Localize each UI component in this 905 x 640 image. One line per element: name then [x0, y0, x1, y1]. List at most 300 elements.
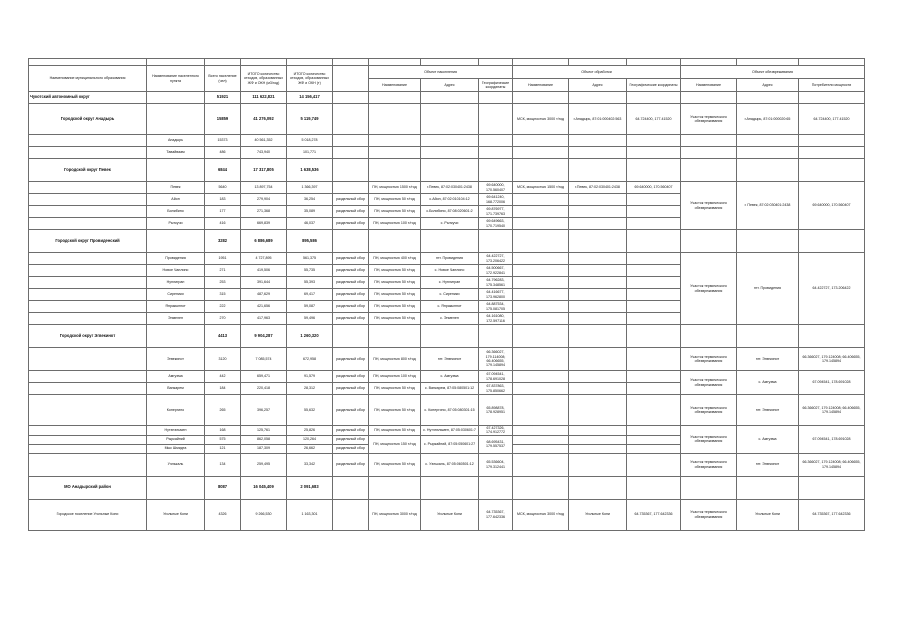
table-cell: пгт. Провидения	[421, 253, 479, 265]
table-cell: 91,579	[287, 371, 333, 383]
table-row	[29, 371, 865, 383]
table-cell: г.Анадырь, 87:01:000402:563	[569, 104, 627, 135]
header-disposal: Объект обезвреживания	[681, 66, 865, 79]
table-cell: 2 091,683	[287, 476, 333, 499]
table-cell	[737, 135, 799, 147]
table-cell	[569, 92, 627, 104]
table-cell: 36,254	[287, 194, 333, 206]
table-cell: 14 156,417	[287, 92, 333, 104]
table-cell	[569, 289, 627, 301]
table-cell	[29, 313, 147, 325]
table-cell	[513, 395, 569, 426]
table-cell: 9 266,530	[241, 499, 287, 530]
table-cell: 121	[205, 444, 241, 453]
table-cell: раздельный сбор	[333, 383, 369, 395]
table-cell: Адрес	[569, 79, 627, 92]
table-cell: Участок термического обезвреживания	[681, 253, 737, 325]
header-settlement: Наименование населенного пункта	[147, 66, 205, 92]
table-cell: г.Анадырь, 87:01:000020:65	[737, 104, 799, 135]
table-cell: с.Айон, 87:02:010104:12	[421, 194, 479, 206]
table-cell: ПН, мощностью 150 т/год	[369, 435, 421, 453]
table-cell	[627, 426, 681, 436]
table-cell: с. Уэлькаль, 87:05:060501:12	[421, 453, 479, 476]
table-cell	[479, 230, 513, 253]
table-cell	[29, 135, 147, 147]
table-cell: с. Ванкарем, 87:05:080501:12	[421, 383, 479, 395]
table-cell: Участок термического обезвреживания	[681, 453, 737, 476]
table-cell: Провидения	[147, 253, 205, 265]
table-cell: раздельный сбор	[333, 253, 369, 265]
table-cell: 421,656	[241, 301, 287, 313]
table-cell: 220,418	[241, 383, 287, 395]
table-cell: 64.724400, 177.41520	[627, 104, 681, 135]
header-municipality: Наименование муниципального образования	[29, 66, 147, 92]
table-cell: Угольные Копи	[569, 499, 627, 530]
table-cell	[737, 59, 799, 66]
table-cell	[29, 301, 147, 313]
table-cell	[569, 313, 627, 325]
table-row	[29, 92, 865, 104]
table-cell	[627, 348, 681, 371]
table-cell: 575	[205, 435, 241, 444]
table-row	[29, 230, 865, 253]
table-cell	[369, 230, 421, 253]
table-cell: ПН, мощностью 50 т/год	[369, 206, 421, 218]
table-cell	[627, 92, 681, 104]
table-cell	[627, 194, 681, 206]
table-cell: с.Билибино, 87:08:020601:2	[421, 206, 479, 218]
table-cell: 4413	[205, 325, 241, 348]
table-cell: 417,963	[241, 313, 287, 325]
table-cell	[627, 325, 681, 348]
table-cell	[29, 265, 147, 277]
table-cell	[513, 325, 569, 348]
table-cell: ПН, мощностью 50 т/год	[369, 265, 421, 277]
table-cell	[421, 104, 479, 135]
table-cell	[513, 426, 569, 436]
table-cell	[241, 59, 287, 66]
table-row	[29, 426, 865, 436]
table-cell: ПН, мощностью 50 т/год	[369, 426, 421, 436]
table-cell: 416	[205, 218, 241, 230]
table-cell: г. Певек, 87:02:030401:2438	[737, 182, 799, 230]
table-cell	[799, 135, 865, 147]
table-cell: 7 085,574	[241, 348, 287, 371]
table-cell	[29, 348, 147, 371]
table-cell: Участок термического обезвреживания	[681, 104, 737, 135]
table-cell	[513, 92, 569, 104]
table-cell: Эгвекинот	[147, 348, 205, 371]
table-cell	[681, 147, 737, 159]
table-cell	[147, 159, 205, 182]
table-cell: 5 119,749	[287, 104, 333, 135]
table-cell: Наименование	[369, 79, 421, 92]
table-cell: раздельный сбор	[333, 453, 369, 476]
table-cell: 13 897,754	[241, 182, 287, 194]
table-cell: Городской округ Провиденский	[29, 230, 147, 253]
table-cell	[513, 383, 569, 395]
table-cell: 1 638,536	[287, 159, 333, 182]
table-cell: Нунлигран	[147, 277, 205, 289]
table-cell: 64.796283, 175.348561	[479, 277, 513, 289]
table-cell: 67.094541, 178.691028	[479, 371, 513, 383]
table-cell	[513, 371, 569, 383]
table-row	[29, 476, 865, 499]
table-cell: Городской округ Анадырь	[29, 104, 147, 135]
table-cell: с. Рыркайпий, 87:05:050601:27	[421, 435, 479, 453]
table-cell: Угольные Копи	[147, 499, 205, 530]
table-cell	[627, 59, 681, 66]
table-cell	[29, 147, 147, 159]
table-cell: 68.695431, 179.557537	[479, 435, 513, 453]
table-cell: 4 727,895	[241, 253, 287, 265]
table-cell	[333, 147, 369, 159]
table-cell	[479, 135, 513, 147]
table-cell: Уэлькаль	[147, 453, 205, 476]
table-cell	[513, 135, 569, 147]
table-cell: ПН, мощностью 50 т/год	[369, 301, 421, 313]
table-cell: Угольные Копи	[421, 499, 479, 530]
table-cell	[513, 194, 569, 206]
table-cell	[569, 218, 627, 230]
table-cell	[513, 453, 569, 476]
table-cell	[627, 444, 681, 453]
table-cell: Янракыннот	[147, 301, 205, 313]
table-cell	[569, 453, 627, 476]
table-cell	[29, 395, 147, 426]
table-cell	[799, 230, 865, 253]
table-cell: ПН, мощностью 100 т/год	[369, 371, 421, 383]
table-cell	[627, 135, 681, 147]
table-cell: 419,506	[241, 265, 287, 277]
table-cell	[29, 194, 147, 206]
table-cell	[421, 159, 479, 182]
table-cell: с. Конергино, 87:05:080301:15	[421, 395, 479, 426]
table-cell	[627, 253, 681, 265]
table-cell: Участок термического обезвреживания	[681, 426, 737, 454]
table-cell: 51921	[205, 92, 241, 104]
table-cell: Географические координаты	[627, 79, 681, 92]
table-cell: Амгуэма	[147, 371, 205, 383]
table-cell	[479, 325, 513, 348]
table-cell: Наименование	[513, 79, 569, 92]
table-cell	[333, 325, 369, 348]
table-cell: 66.366027, 179.124008; 66.406655, 179.145894	[799, 453, 865, 476]
table-cell	[29, 444, 147, 453]
table-cell: 64.735367, 177.642336	[627, 499, 681, 530]
table-cell	[737, 230, 799, 253]
table-cell	[681, 230, 737, 253]
table-cell	[421, 92, 479, 104]
table-cell: 862,058	[241, 435, 287, 444]
table-cell: МСК, мощностью 3000 т/год	[513, 104, 569, 135]
table-row	[29, 348, 865, 371]
table-cell: с. Амгуэма	[737, 426, 799, 454]
table-cell: 6844	[205, 159, 241, 182]
table-cell	[479, 476, 513, 499]
table-cell	[799, 325, 865, 348]
table-cell: Географические координаты	[479, 79, 513, 92]
table-cell: 25,826	[287, 426, 333, 436]
table-cell	[29, 371, 147, 383]
table-cell: 183	[205, 194, 241, 206]
table-cell	[569, 383, 627, 395]
table-cell: Билибино	[147, 206, 205, 218]
table-cell	[569, 194, 627, 206]
table-row	[29, 182, 865, 194]
table-cell	[799, 159, 865, 182]
table-cell	[569, 59, 627, 66]
table-cell	[147, 104, 205, 135]
table-cell: 561,375	[287, 253, 333, 265]
table-cell: 271,368	[241, 206, 287, 218]
table-cell: с. Нунлигран	[421, 277, 479, 289]
table-cell: раздельный сбор	[333, 435, 369, 444]
table-cell	[737, 92, 799, 104]
table-cell: 67.427326, 174.912772	[479, 426, 513, 436]
table-cell	[287, 59, 333, 66]
table-cell: 64.735367, 177.642336	[479, 499, 513, 530]
table-cell	[627, 301, 681, 313]
table-cell: раздельный сбор	[333, 395, 369, 426]
table-cell: МО Анадырский район	[29, 476, 147, 499]
table-cell: с. Рыткучи	[421, 218, 479, 230]
table-cell: ПН, мощностью 50 т/год	[369, 289, 421, 301]
table-cell	[569, 253, 627, 265]
table-cell	[569, 206, 627, 218]
table-cell: 270	[205, 313, 241, 325]
table-cell: ПН, мощностью 1500 т/год	[369, 182, 421, 194]
table-cell	[147, 325, 205, 348]
table-cell	[29, 435, 147, 444]
table-cell: Городское поселение Угольные Копи	[29, 499, 147, 530]
table-cell	[29, 453, 147, 476]
table-cell	[627, 206, 681, 218]
table-cell: 69.640000, 170.560407	[627, 182, 681, 194]
table-cell	[799, 147, 865, 159]
table-cell	[513, 476, 569, 499]
table-cell	[513, 435, 569, 444]
table-cell: Чукотский автономный округ	[29, 92, 147, 104]
table-cell: Участок термического обезвреживания	[681, 182, 737, 230]
table-cell	[479, 104, 513, 135]
header-population: Всего население (чел)	[205, 66, 241, 92]
table-cell	[627, 435, 681, 444]
table-cell: пгт. Эгвекинот	[737, 453, 799, 476]
table-cell	[513, 277, 569, 289]
table-cell: пгт. Эгвекинот	[421, 348, 479, 371]
table-cell	[569, 348, 627, 371]
table-cell: 168	[205, 426, 241, 436]
table-cell: 101,771	[287, 147, 333, 159]
header-processing: Объект обработки	[513, 66, 681, 79]
table-cell: 59,087	[287, 301, 333, 313]
table-cell: 4326	[205, 499, 241, 530]
table-cell	[569, 147, 627, 159]
table-cell	[369, 59, 421, 66]
table-cell	[421, 59, 479, 66]
table-cell: Потребители мощности	[799, 79, 865, 92]
table-cell: ПН, мощностью 100 т/год	[369, 218, 421, 230]
table-cell	[627, 476, 681, 499]
table-cell	[369, 147, 421, 159]
table-cell	[627, 230, 681, 253]
table-cell	[369, 135, 421, 147]
table-cell	[333, 159, 369, 182]
table-cell: Участок термического обезвреживания	[681, 499, 737, 530]
table-cell	[569, 435, 627, 444]
table-cell	[627, 289, 681, 301]
table-cell: 895,586	[287, 230, 333, 253]
table-cell: 1951	[205, 253, 241, 265]
table-cell	[569, 265, 627, 277]
table-cell: Ванкарем	[147, 383, 205, 395]
table-cell: 65.536604, 179.312441	[479, 453, 513, 476]
table-cell	[737, 159, 799, 182]
table-cell: 265	[205, 395, 241, 426]
table-cell: 64.161080, 172.597116	[479, 313, 513, 325]
table-cell: 8087	[205, 476, 241, 499]
table-cell	[333, 499, 369, 530]
table-cell	[147, 92, 205, 104]
table-cell	[333, 92, 369, 104]
table-cell: 55,735	[287, 265, 333, 277]
table-cell: МСК, мощностью 1500 т/год	[513, 182, 569, 194]
table-cell	[513, 444, 569, 453]
table-cell	[479, 59, 513, 66]
table-cell: Рыткучи	[147, 218, 205, 230]
table-cell	[29, 59, 147, 66]
table-row	[29, 453, 865, 476]
table-cell: 125,761	[241, 426, 287, 436]
table-cell	[513, 59, 569, 66]
table-cell: 64.422727, 173.206422	[479, 253, 513, 265]
table-cell	[333, 182, 369, 194]
table-cell: Участок термического обезвреживания	[681, 348, 737, 371]
table-cell: 69.649663, 170.719540	[479, 218, 513, 230]
table-row	[29, 253, 865, 265]
table-cell: 66.366027, 179.114008; 66.406655, 179.145894	[479, 348, 513, 371]
table-cell	[333, 476, 369, 499]
table-row	[29, 395, 865, 426]
table-cell: Тавайваам	[147, 147, 205, 159]
table-cell: Сиреники	[147, 289, 205, 301]
table-cell	[369, 159, 421, 182]
header-accumulation: Объект накопления	[369, 66, 513, 79]
table-row	[29, 147, 865, 159]
table-cell	[569, 301, 627, 313]
table-cell: 64.416677, 173.962800	[479, 289, 513, 301]
table-cell	[333, 104, 369, 135]
table-cell	[681, 92, 737, 104]
table-cell	[369, 325, 421, 348]
table-cell	[513, 348, 569, 371]
table-cell	[627, 147, 681, 159]
table-cell	[569, 371, 627, 383]
table-cell: Участок термического обезвреживания	[681, 395, 737, 426]
table-cell	[205, 59, 241, 66]
table-cell: г.Певек, 87:02:030401:2438	[569, 182, 627, 194]
table-cell: Наименование	[681, 79, 737, 92]
table-cell	[627, 453, 681, 476]
table-cell	[147, 59, 205, 66]
table-cell	[333, 59, 369, 66]
table-cell	[513, 301, 569, 313]
table-cell: ПН, мощностью 800 т/год	[369, 348, 421, 371]
table-cell	[569, 135, 627, 147]
table-cell: 66.366027, 179.124008; 66.406655, 179.145894	[799, 395, 865, 426]
table-cell: ПН, мощностью 50 т/год	[369, 395, 421, 426]
table-cell	[333, 66, 369, 92]
table-cell	[147, 476, 205, 499]
table-cell: 5 018,278	[287, 135, 333, 147]
table-cell	[569, 426, 627, 436]
table-cell: ПН, мощностью 3000 т/год	[369, 499, 421, 530]
table-cell: 486	[205, 147, 241, 159]
table-cell: 315	[205, 289, 241, 301]
table-cell: 26,662	[287, 444, 333, 453]
table-cell: 271	[205, 265, 241, 277]
table-cell: 9 904,287	[241, 325, 287, 348]
table-cell: 67.837863, 175.850662	[479, 383, 513, 395]
table-cell: ПН, мощностью 400 т/год	[369, 253, 421, 265]
table-cell: пгт. Эгвекинот	[737, 395, 799, 426]
table-cell: Певек	[147, 182, 205, 194]
table-cell: 69.641240, 168.772006	[479, 194, 513, 206]
table-cell	[333, 230, 369, 253]
table-cell: Нутэпэльмен	[147, 426, 205, 436]
table-cell	[627, 277, 681, 289]
table-cell: 59,496	[287, 313, 333, 325]
table-cell: Рыркайпий	[147, 435, 205, 444]
table-cell: 134	[205, 453, 241, 476]
table-cell: Конергино	[147, 395, 205, 426]
table-cell: 3282	[205, 230, 241, 253]
table-cell: раздельный сбор	[333, 444, 369, 453]
table-cell	[569, 277, 627, 289]
table-cell	[569, 476, 627, 499]
table-cell: 33,342	[287, 453, 333, 476]
table-cell	[627, 395, 681, 426]
table-cell: 3120	[205, 348, 241, 371]
table-cell: Адрес	[421, 79, 479, 92]
table-cell: раздельный сбор	[333, 265, 369, 277]
table-cell: раздельный сбор	[333, 301, 369, 313]
table-cell: 6 886,689	[241, 230, 287, 253]
table-cell: Адрес	[737, 79, 799, 92]
table-cell	[333, 135, 369, 147]
table-cell	[627, 313, 681, 325]
table-cell: 1 163,301	[287, 499, 333, 530]
table-cell: раздельный сбор	[333, 206, 369, 218]
table-cell: Мыс Шмидта	[147, 444, 205, 453]
table-cell	[479, 147, 513, 159]
table-cell	[569, 159, 627, 182]
table-cell: 120,264	[287, 435, 333, 444]
table-cell: 187,309	[241, 444, 287, 453]
waste-facility-table	[28, 58, 864, 531]
table-cell	[627, 371, 681, 383]
table-cell: 184	[205, 383, 241, 395]
table-cell: пгт. Эгвекинот	[737, 348, 799, 371]
table-cell	[569, 395, 627, 426]
table-cell: 259,495	[241, 453, 287, 476]
table-cell: Новое Чаплино	[147, 265, 205, 277]
table-cell	[569, 230, 627, 253]
table-cell: раздельный сбор	[333, 289, 369, 301]
table-cell	[421, 476, 479, 499]
table-cell	[513, 230, 569, 253]
